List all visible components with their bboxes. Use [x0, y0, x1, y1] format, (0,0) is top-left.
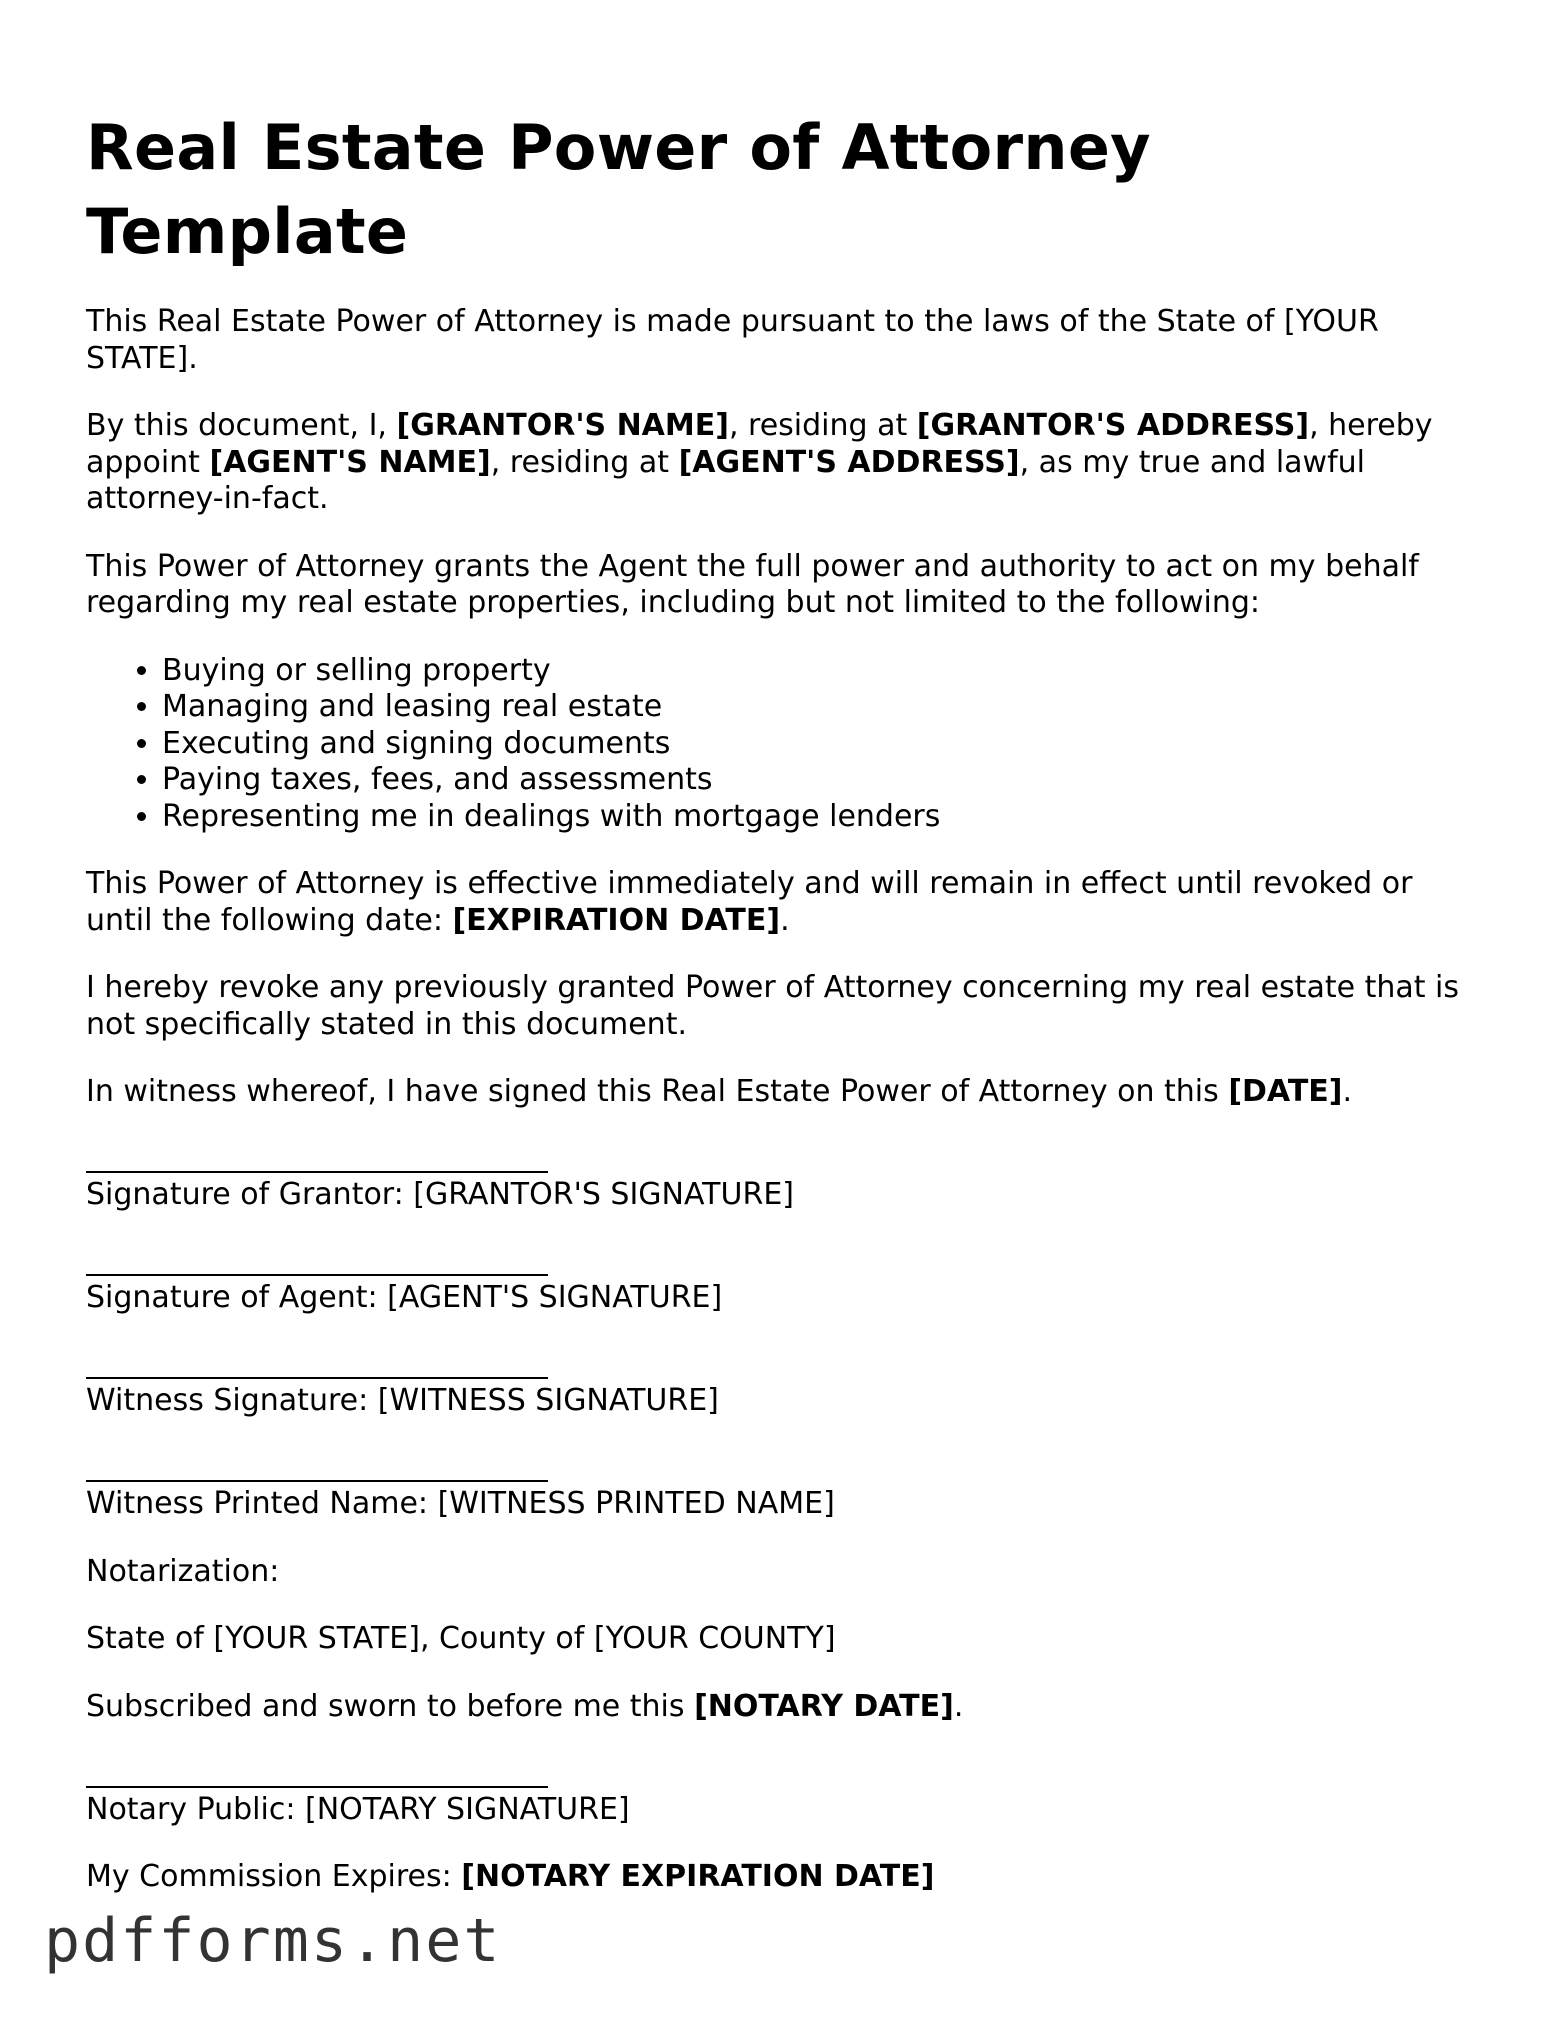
notary-signature-caption: Notary Public: [NOTARY SIGNATURE]: [86, 1791, 630, 1827]
list-item: • Executing and signing documents: [162, 726, 1486, 763]
witness-clause-text-2: .: [1342, 1074, 1353, 1109]
document-page: [86, 106, 1486, 1927]
document-title: Real Estate Power of Attorney Template: [86, 111, 1151, 268]
notary-signature-block: [86, 1755, 1486, 1828]
expiration-date-field: [EXPIRATION DATE]: [452, 902, 781, 938]
intro-paragraph: This Real Estate Power of Attorney is made pursuant to the laws of the State of [YOUR STATE].: [86, 304, 1379, 376]
agent-signature-caption: Signature of Agent: [AGENT'S SIGNATURE]: [86, 1280, 723, 1315]
sworn-text-2: .: [953, 1688, 964, 1724]
grantor-signature-block: [86, 1141, 1486, 1214]
agent-signature-line[interactable]: [86, 1244, 548, 1281]
list-item: • Representing me in dealings with mortgage lenders: [162, 799, 1486, 836]
witness-clause-text-1: In witness whereof, I have signed this Real Estate Power of Attorney on this: [86, 1074, 1229, 1109]
witness-name-line[interactable]: [86, 1450, 548, 1487]
witness-clause-paragraph: [86, 1074, 1486, 1111]
notary-signature-line[interactable]: [86, 1755, 548, 1792]
witness-name-block: [86, 1450, 1486, 1523]
powers-intro-paragraph: This Power of Attorney grants the Agent the full power and authority to act on my behalf regarding my real estate properties, including but not limited to the following:: [86, 548, 1419, 620]
agent-name-field: [AGENT'S NAME]: [209, 444, 491, 480]
appointment-text-1: By this document, I,: [86, 408, 397, 443]
list-item: • Managing and leasing real estate: [162, 689, 1486, 726]
powers-list: [86, 653, 1486, 836]
witness-signature-line[interactable]: [86, 1347, 548, 1384]
grantor-name-field: [GRANTOR'S NAME]: [396, 408, 729, 443]
grantor-signature-caption: Signature of Grantor: [GRANTOR'S SIGNATURE]: [86, 1177, 794, 1212]
signing-date-field: [DATE]: [1228, 1074, 1343, 1109]
notarization-venue: State of [YOUR STATE], County of [YOUR COUNTY]: [86, 1621, 836, 1656]
watermark-logo: pdfforms.net: [44, 1906, 502, 1976]
agent-signature-block: [86, 1244, 1486, 1317]
appointment-text-3: , hereby appoint: [86, 408, 1433, 480]
grantor-address-field: [GRANTOR'S ADDRESS]: [916, 408, 1310, 443]
effective-paragraph: [86, 866, 1486, 939]
list-item: • Paying taxes, fees, and assessments: [162, 762, 1486, 799]
notarization-heading: Notarization:: [86, 1553, 280, 1589]
sworn-text-1: Subscribed and sworn to before me this: [86, 1688, 695, 1724]
appointment-paragraph: [86, 408, 1486, 518]
appointment-text-2: , residing at: [728, 408, 917, 443]
commission-date-field: [NOTARY EXPIRATION DATE]: [461, 1859, 935, 1894]
witness-signature-block: [86, 1347, 1486, 1420]
notarization-sworn-paragraph: [86, 1689, 1486, 1726]
revocation-paragraph: I hereby revoke any previously granted Power of Attorney concerning my real estate that is not specifically stated in this document.: [86, 970, 1460, 1042]
agent-address-field: [AGENT'S ADDRESS]: [678, 444, 1020, 480]
appointment-text-4: , residing at: [490, 444, 679, 480]
witness-signature-caption: Witness Signature: [WITNESS SIGNATURE]: [86, 1383, 719, 1418]
commission-label: My Commission Expires:: [86, 1859, 462, 1894]
commission-paragraph: [86, 1859, 1486, 1896]
witness-name-caption: Witness Printed Name: [WITNESS PRINTED NAME]: [86, 1486, 835, 1521]
notary-date-field: [NOTARY DATE]: [694, 1688, 954, 1724]
effective-text-1: This Power of Attorney is effective immediately and will remain in effect until revoked or until the following date:: [86, 866, 1413, 938]
grantor-signature-line[interactable]: [86, 1141, 548, 1178]
effective-text-2: .: [780, 902, 790, 938]
appointment-text-5: , as my true and lawful attorney-in-fact.: [86, 444, 1365, 516]
list-item: • Buying or selling property: [162, 653, 1486, 690]
